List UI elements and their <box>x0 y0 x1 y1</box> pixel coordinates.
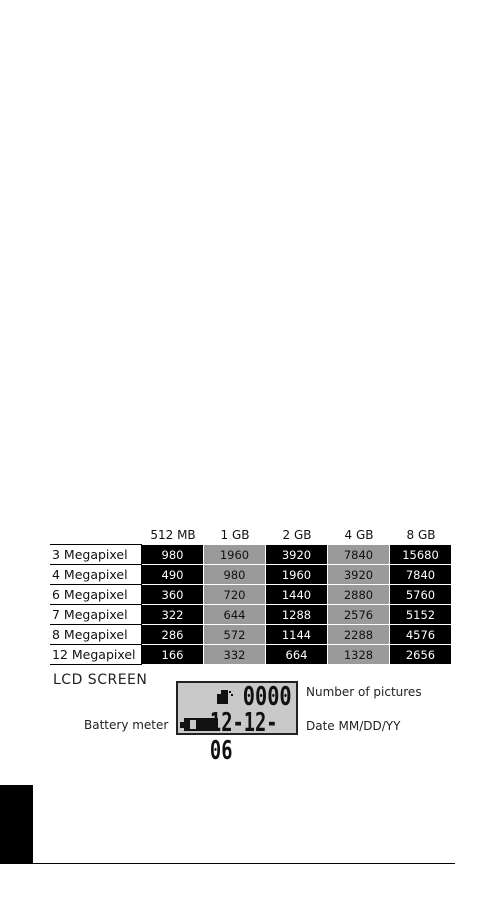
table-cell: 2880 <box>328 585 390 605</box>
lcd-section-title: LCD SCREEN <box>53 672 148 688</box>
table-cell: 644 <box>204 605 266 625</box>
table-cell: 4576 <box>390 625 452 645</box>
table-row <box>50 565 452 585</box>
table-cell: 2656 <box>390 645 452 665</box>
number-of-pictures-callout: Number of pictures <box>306 685 422 699</box>
table-cell: 980 <box>204 565 266 585</box>
column-header: 512 MB <box>150 527 196 542</box>
table-cell: 720 <box>204 585 266 605</box>
table-row <box>50 585 452 605</box>
battery-meter-callout: Battery meter <box>84 718 169 732</box>
row-label: 7 Megapixel <box>50 605 142 625</box>
capacity-table <box>50 524 452 665</box>
table-cell: 332 <box>204 645 266 665</box>
table-cell: 5152 <box>390 605 452 625</box>
table-cell: 5760 <box>390 585 452 605</box>
date-format-callout: Date MM/DD/YY <box>306 719 401 733</box>
row-label: 12 Megapixel <box>50 645 142 665</box>
table-cell: 3920 <box>328 565 390 585</box>
column-header: 4 GB <box>344 527 374 542</box>
table-cell: 1440 <box>266 585 328 605</box>
table-cell: 1960 <box>266 565 328 585</box>
table-corner-cell <box>50 524 142 545</box>
picture-count-display: 0000 <box>243 682 292 712</box>
table-cell: 7840 <box>328 545 390 565</box>
table-cell: 286 <box>142 625 204 645</box>
table-cell: 360 <box>142 585 204 605</box>
table-cell: 1144 <box>266 625 328 645</box>
table-row <box>50 625 452 645</box>
table-cell: 166 <box>142 645 204 665</box>
table-header-row <box>50 524 452 545</box>
table-cell: 15680 <box>390 545 452 565</box>
table-cell: 1328 <box>328 645 390 665</box>
table-row <box>50 605 452 625</box>
page-edge-tab <box>0 785 33 864</box>
table-cell: 1960 <box>204 545 266 565</box>
table-cell: 2288 <box>328 625 390 645</box>
column-header: 1 GB <box>220 527 250 542</box>
table-cell: 490 <box>142 565 204 585</box>
table-cell: 1288 <box>266 605 328 625</box>
table-cell: 7840 <box>390 565 452 585</box>
date-display: 12-12-06 <box>209 708 278 766</box>
row-label: 3 Megapixel <box>50 545 142 565</box>
table-cell: 572 <box>204 625 266 645</box>
row-label: 6 Megapixel <box>50 585 142 605</box>
table-row <box>50 645 452 665</box>
column-header: 2 GB <box>282 527 312 542</box>
table-cell: 322 <box>142 605 204 625</box>
table-cell: 980 <box>142 545 204 565</box>
camera-icon <box>216 688 234 706</box>
table-row <box>50 545 452 565</box>
column-header: 8 GB <box>406 527 436 542</box>
lcd-screen-illustration <box>176 681 298 766</box>
table-cell: 2576 <box>328 605 390 625</box>
row-label: 4 Megapixel <box>50 565 142 585</box>
table-cell: 3920 <box>266 545 328 565</box>
footer-rule <box>33 863 455 864</box>
row-label: 8 Megapixel <box>50 625 142 645</box>
table-cell: 664 <box>266 645 328 665</box>
